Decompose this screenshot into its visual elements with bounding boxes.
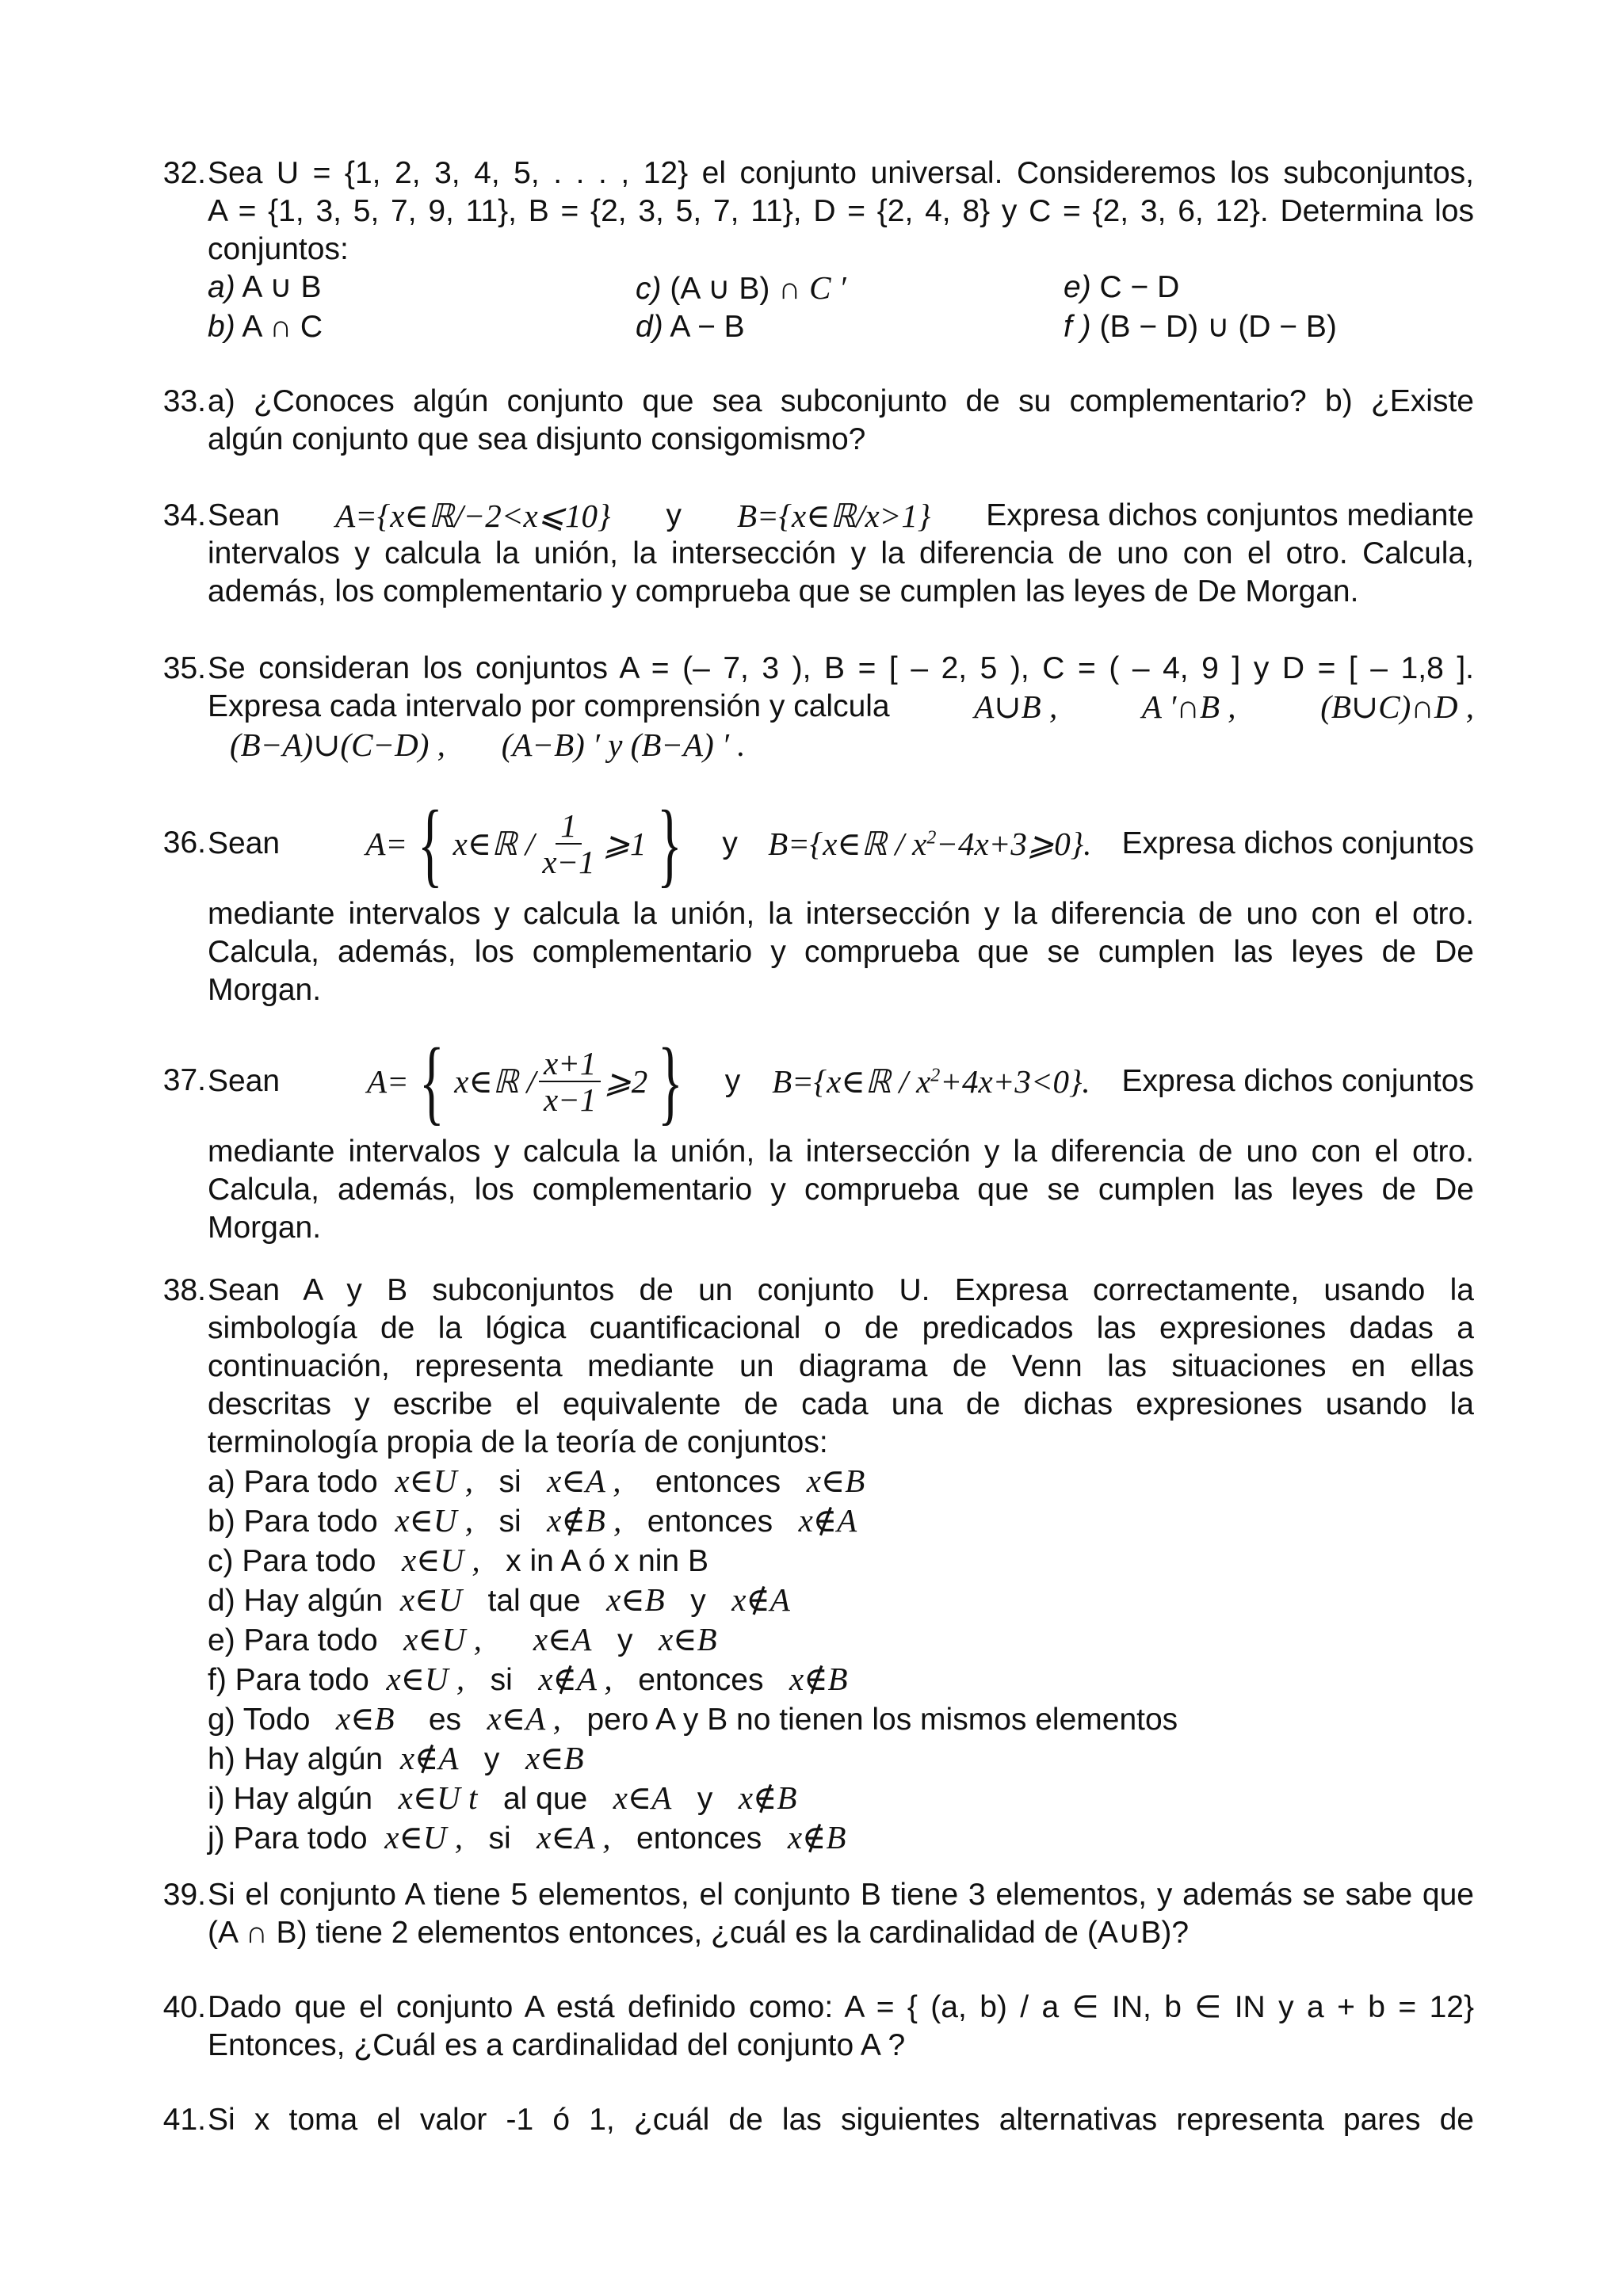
problem-text: descritas y escribe el equivalente de cada una de dichas expresiones usando la <box>208 1387 1474 1421</box>
problem-text: Sean A={x∈ℝ/−2<x⩽10} y B={x∈ℝ/x>1} Expresa dichos conjuntos mediante <box>208 498 1474 534</box>
problem-33 <box>151 383 1474 459</box>
list-item: a) Para todo x∈U , si x∈A , entonces x∈B <box>208 1463 865 1499</box>
problem-text: Si x toma el valor -1 ó 1, ¿cuál de las siguientes alternativas representa pares de <box>208 2103 1474 2137</box>
problem-number: 37. <box>162 1063 206 1097</box>
set-a-definition: A={x∈ℝ/−2<x⩽10} <box>335 498 611 534</box>
problem-text: terminología propia de la teoría de conjuntos: <box>208 1425 828 1459</box>
problem-text: (A ∩ B) tiene 2 elementos entonces, ¿cuál es la cardinalidad de (A∪B)? <box>208 1916 1190 1950</box>
list-item: h) Hay algún x∉A y x∈B <box>208 1740 584 1776</box>
problem-text: simbología de la lógica cuantificacional o de predicados las expresiones dadas a <box>208 1311 1474 1345</box>
problem-text: A = {1, 3, 5, 7, 9, 11}, B = {2, 3, 5, 7, 11}, D = {2, 4, 8} y C = {2, 3, 6, 12}. Determina los <box>208 194 1474 228</box>
problem-number: 40. <box>162 1990 206 2024</box>
option-b: b) A ∩ C <box>208 310 323 344</box>
set-b-definition: B={x∈ℝ / $x^2+4x+3<0$}. <box>772 1063 1090 1100</box>
problem-37 <box>151 1030 1474 1247</box>
problem-number: 32. <box>162 156 206 190</box>
problem-text: Morgan. <box>208 1211 322 1245</box>
set-b-definition: B={x∈ℝ/x>1} <box>736 498 931 534</box>
list-item: g) Todo x∈B es x∈A , pero A y B no tienen los mismos elementos <box>208 1700 1178 1737</box>
problem-number: 36. <box>162 826 206 860</box>
options-grid <box>208 269 1474 346</box>
problem-40 <box>151 1989 1474 2065</box>
problem-text: (B−A)∪(C−D) , (A−B) ′ y (B−A) ′ . <box>230 727 746 763</box>
problem-text: Entonces, ¿Cuál es a cardinalidad del conjunto A ? <box>208 2028 906 2062</box>
list-item: f) Para todo x∈U , si x∉A , entonces x∉B <box>208 1661 848 1697</box>
option-d: d) A − B <box>636 310 745 344</box>
list-item: j) Para todo x∈U , si x∈A , entonces x∉B <box>208 1819 846 1855</box>
list-item: e) Para todo x∈U , x∈A y x∈B <box>208 1621 717 1657</box>
set-a-definition: A= { x∈ℝ / $\frac{x+1}{x-1}$ ⩾2 } <box>366 1028 683 1134</box>
problem-text: continuación, representa mediante un diagrama de Venn las situaciones en ellas <box>208 1349 1474 1383</box>
set-b-definition: B={x∈ℝ / $x^2-4x+3⩾0$}. <box>768 826 1092 862</box>
problem-text: además, los complementario y comprueba que se cumplen las leyes de De Morgan. <box>208 574 1359 608</box>
problem-35 <box>151 650 1474 765</box>
problem-number: 41. <box>162 2103 206 2137</box>
option-a: a) A ∪ B <box>208 270 322 304</box>
problem-text: Expresa cada intervalo por comprensión y calcula A∪B , A ′∩B , (B∪C)∩D , <box>208 688 1474 725</box>
problem-text: Si el conjunto A tiene 5 elementos, el conjunto B tiene 3 elementos, y además se sabe que <box>208 1878 1474 1912</box>
problem-39 <box>151 1876 1474 1952</box>
list-item: d) Hay algún x∈U tal que x∈B y x∉A <box>208 1581 790 1618</box>
problem-text: Calcula, además, los complementario y comprueba que se cumplen las leyes de De <box>208 1173 1474 1207</box>
problem-text: Se consideran los conjuntos A = (– 7, 3 ), B = [ – 2, 5 ), C = ( – 4, 9 ] y D = [ – 1,8 ]. <box>208 651 1474 685</box>
problem-text: conjuntos: <box>208 232 349 266</box>
problem-text: intervalos y calcula la unión, la intersección y la diferencia de uno con el otro. Calcula, <box>208 536 1474 570</box>
option-f: f ) (B − D) ∪ (D − B) <box>1064 310 1337 344</box>
problem-number: 35. <box>162 651 206 685</box>
problem-text: mediante intervalos y calcula la unión, la intersección y la diferencia de uno con el otro. <box>208 1135 1474 1169</box>
option-c: c) (A ∪ B) ∩ C ′ <box>636 269 846 306</box>
problem-32 <box>151 154 1474 346</box>
problem-text: a) ¿Conoces algún conjunto que sea subconjunto de su complementario? b) ¿Existe <box>208 384 1474 418</box>
problem-text: Sean A y B subconjuntos de un conjunto U. Expresa correctamente, usando la <box>208 1273 1474 1307</box>
fraction: $\frac{1}{x-1}$ <box>542 807 595 880</box>
problem-text: Sean A= { x∈ℝ / $\frac{1}{x-1}$ ⩾1 } y B={x∈ℝ / $x^2-4x+3⩾0$}. Expresa dichos conjuntos <box>208 791 1474 896</box>
problem-41 <box>151 2101 1474 2139</box>
problem-text: Calcula, además, los complementario y comprueba que se cumplen las leyes de De <box>208 935 1474 969</box>
problem-text: mediante intervalos y calcula la unión, la intersección y la diferencia de uno con el otro. <box>208 897 1474 931</box>
problem-number: 39. <box>162 1878 206 1912</box>
problem-text: Dado que el conjunto A está definido como: A = { (a, b) / a ∈ IN, b ∈ IN y a + b = 12} <box>208 1990 1474 2024</box>
problem-text: Sean A= { x∈ℝ / $\frac{x+1}{x-1}$ ⩾2 } y B={x∈ℝ / $x^2+4x+3<0$}. Expresa dichos conjuntos <box>208 1028 1474 1134</box>
fraction: $\frac{x+1}{x-1}$ <box>539 1046 601 1117</box>
problem-text: Morgan. <box>208 973 322 1007</box>
list-item: c) Para todo x∈U , x in A ó x nin B <box>208 1542 708 1578</box>
problem-text: algún conjunto que sea disjunto consigomismo? <box>208 422 866 456</box>
set-a-definition: A= { x∈ℝ / $\frac{1}{x-1}$ ⩾1 } <box>365 791 682 896</box>
problem-text: Sea U = {1, 2, 3, 4, 5, . . . , 12} el conjunto universal. Consideremos los subconjuntos, <box>208 156 1474 190</box>
problem-36 <box>151 792 1474 1009</box>
option-e: e) C − D <box>1064 270 1180 304</box>
statement-list <box>208 1462 1474 1858</box>
problem-38 <box>151 1272 1474 1858</box>
list-item: b) Para todo x∈U , si x∉B , entonces x∉A <box>208 1502 857 1539</box>
problem-number: 38. <box>162 1273 206 1307</box>
list-item: i) Hay algún x∈U t al que x∈A y x∉B <box>208 1779 797 1816</box>
problem-number: 33. <box>162 384 206 418</box>
problem-34 <box>151 497 1474 611</box>
problem-number: 34. <box>162 498 206 532</box>
